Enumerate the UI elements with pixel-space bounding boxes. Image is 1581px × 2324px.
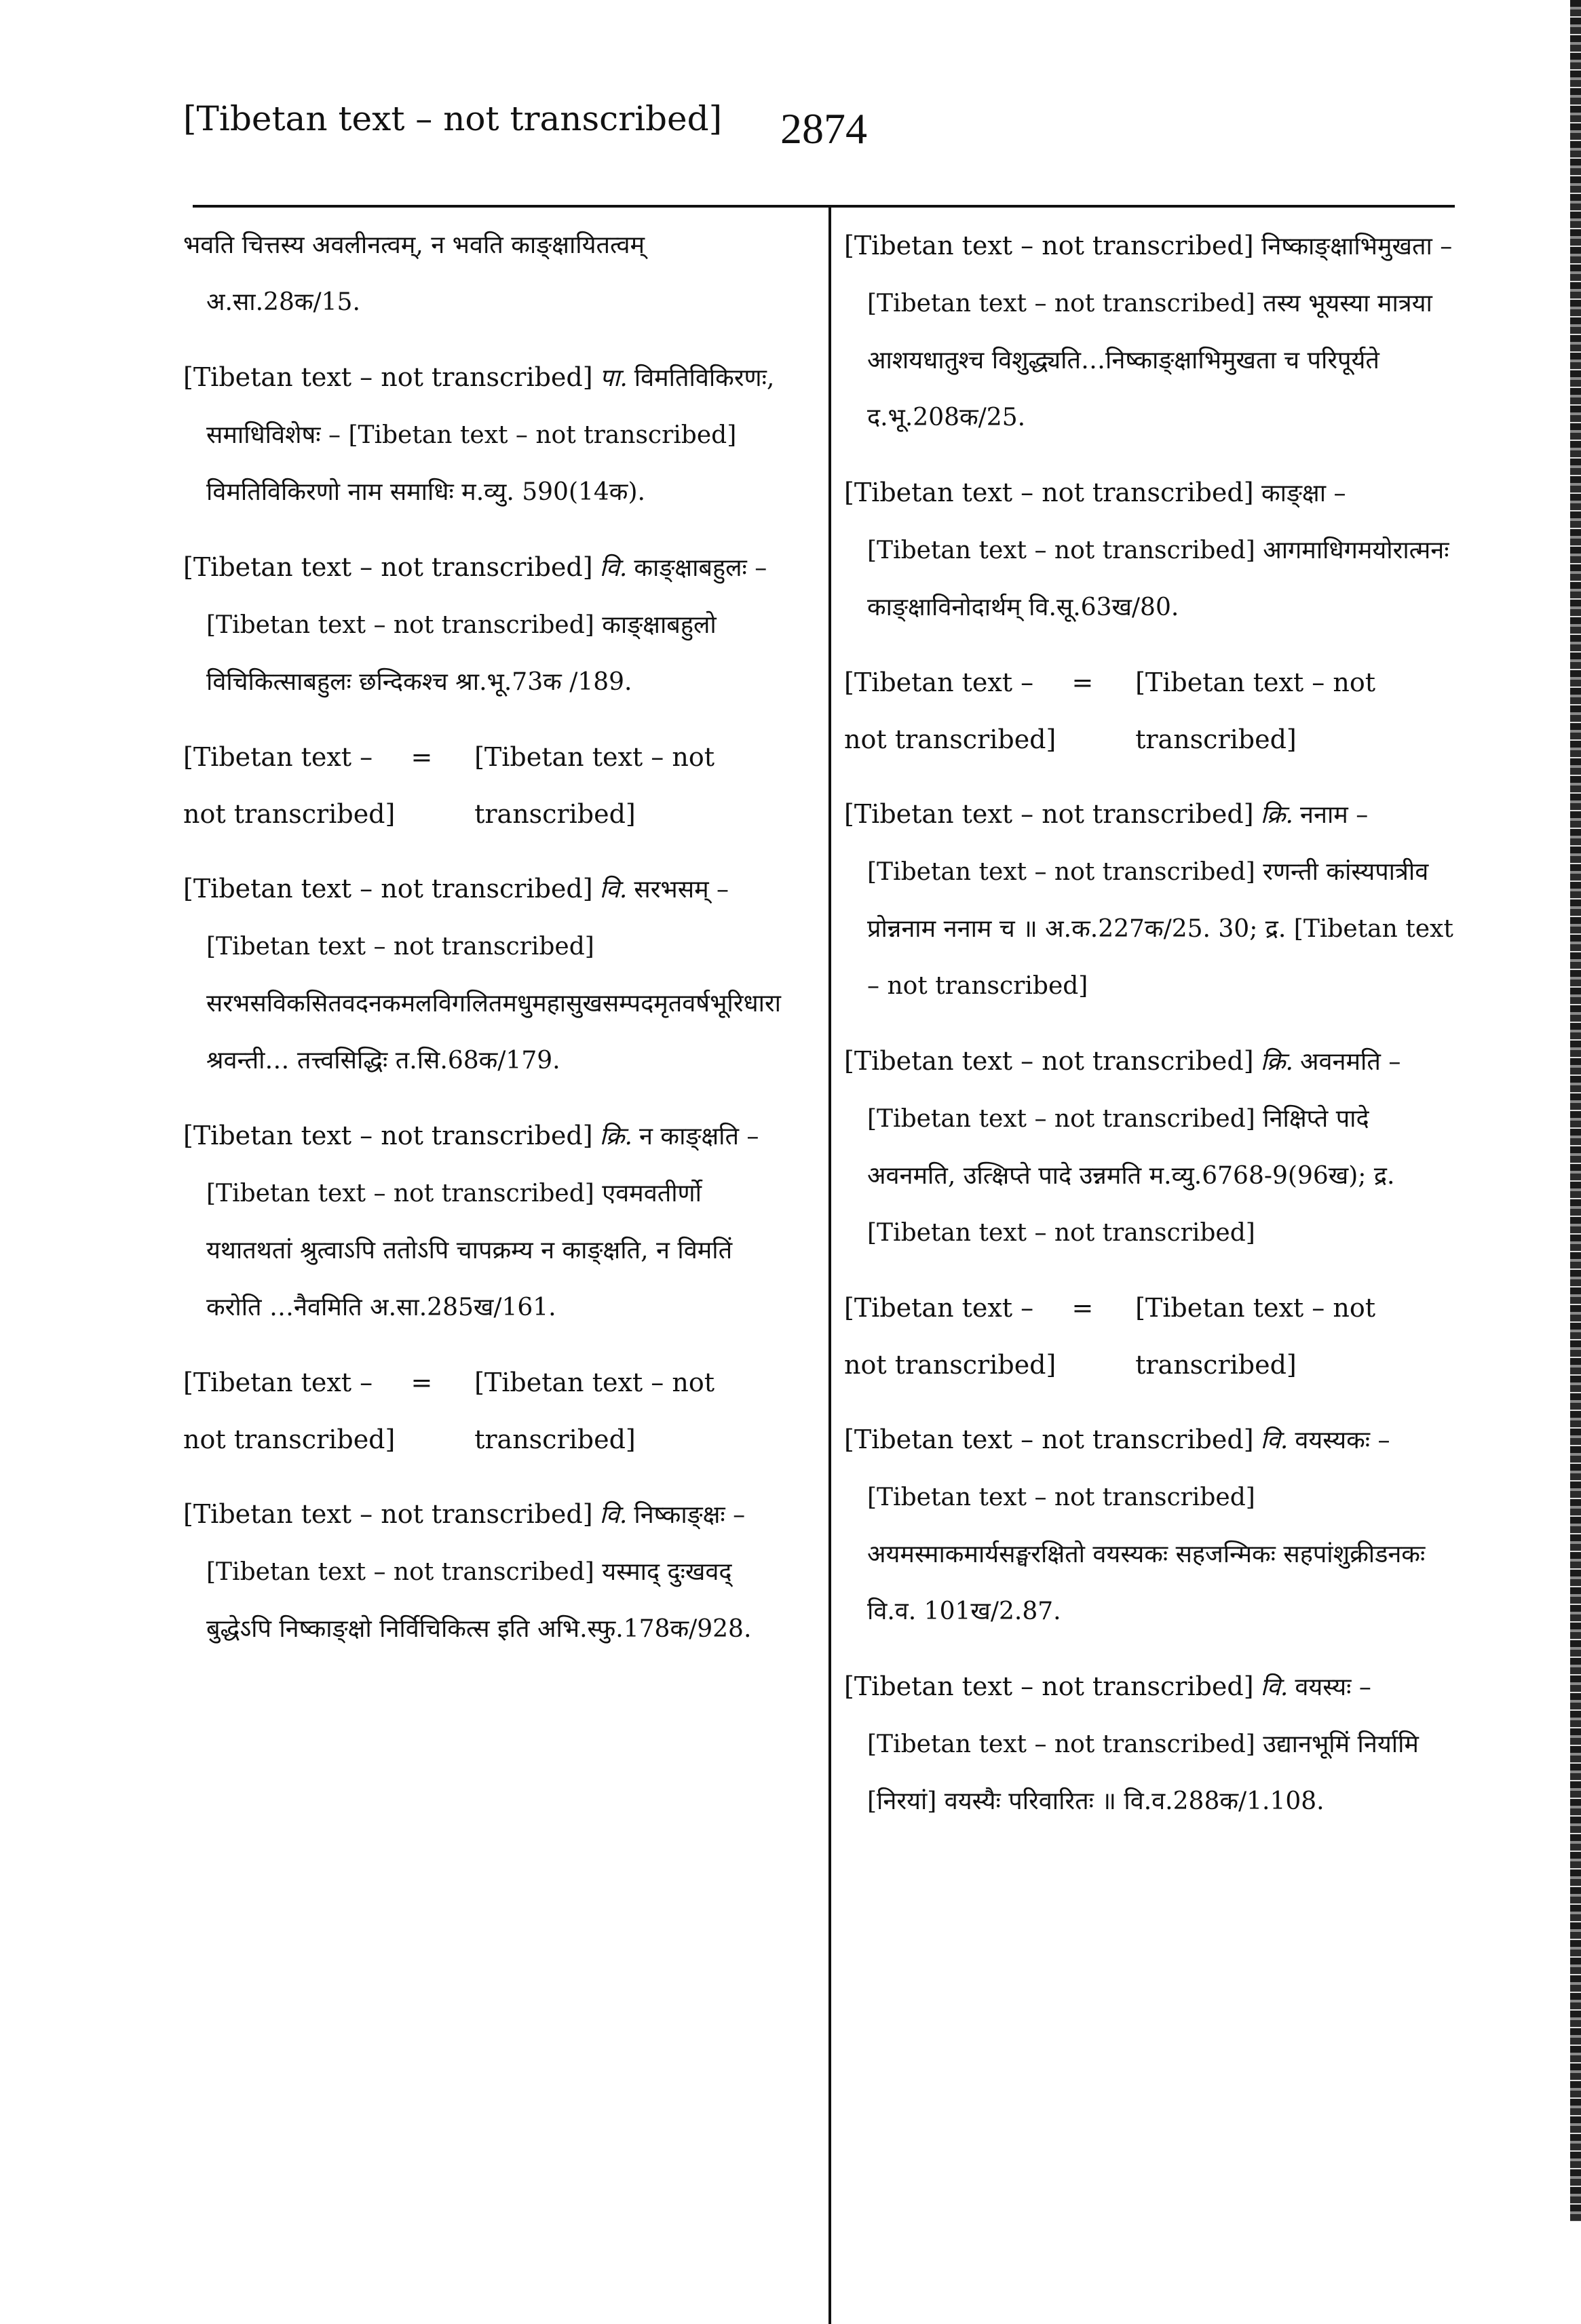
entry-headword: [Tibetan text – not transcribed] [183, 1121, 593, 1150]
headword: [Tibetan text – not transcribed] [183, 1368, 396, 1454]
entry-headword: [Tibetan text – not transcribed] [844, 1671, 1254, 1701]
scan-edge [1570, 0, 1581, 2222]
dictionary-entry [183, 539, 794, 711]
cross-reference [844, 654, 1455, 768]
entry-body: काङ्क्षाबहुलः – [Tibetan text – not transcribed] काङ्क्षाबहुलो विचिकित्साबहुलः छन्दिकश्च श्रा.भू.73क /189. [206, 554, 767, 696]
part-of-speech: वि. [599, 1501, 628, 1529]
equals-sign: = [411, 742, 433, 772]
cross-reference-target[interactable]: [Tibetan text – not transcribed] [474, 1368, 715, 1454]
equals-sign: = [411, 1368, 433, 1397]
entry-body: भवति चित्तस्य अवलीनत्वम्, न भवति काङ्क्षायितत्वम् अ.सा.28क/15. [183, 231, 645, 316]
dictionary-entry [183, 860, 794, 1089]
equals-sign: = [1071, 1293, 1094, 1323]
dictionary-entry [183, 1107, 794, 1336]
running-head: [Tibetan text – not transcribed] [183, 99, 723, 138]
headword: [Tibetan text – not transcribed] [844, 667, 1056, 754]
headword: [Tibetan text – not transcribed] [183, 742, 396, 829]
entry-body: न काङ्क्षति – [Tibetan text – not transcribed] एवमवतीर्णो यथातथतां श्रुत्वाऽपि ततोऽपि चापक्रम्य न काङ्क्षति, न विमतिं करोति …नैवमिति अ.सा.285ख/161. [206, 1123, 759, 1321]
entry-headword: [Tibetan text – not transcribed] [844, 231, 1254, 260]
cross-reference-target[interactable]: [Tibetan text – not transcribed] [474, 742, 715, 829]
part-of-speech: वि. [599, 876, 628, 904]
cross-reference-target[interactable]: [Tibetan text – not transcribed] [1135, 1293, 1375, 1380]
dictionary-entry [844, 1032, 1455, 1262]
dictionary-entry [844, 1658, 1455, 1830]
part-of-speech: क्रि. [599, 1123, 632, 1150]
dictionary-entry [183, 349, 794, 521]
entry-body: वयस्यकः – [Tibetan text – not transcribed] अयमस्माकमार्यसङ्घरक्षितो वयस्यकः सहजन्मिकः सहपांशुक्रीडनकः वि.व. 101ख/2.87. [867, 1427, 1426, 1625]
entry-body: काङ्क्षा – [Tibetan text – not transcribed] आगमाधिगमयोरात्मनः काङ्क्षाविनोदार्थम् वि.सू.63ख/80. [867, 480, 1449, 621]
entry-headword: [Tibetan text – not transcribed] [183, 1499, 593, 1529]
entry-body: सरभसम् – [Tibetan text – not transcribed] सरभसविकसितवदनकमलविगलितमधुमहासुखसम्पदमृतवर्षभूरिधाराश्रवन्ती… तत्त्वसिद्धिः त.सि.68क/179. [206, 876, 781, 1074]
entry-headword: [Tibetan text – not transcribed] [183, 552, 593, 582]
header-rule [193, 205, 1455, 208]
entry-body: अवनमति – [Tibetan text – not transcribed] निक्षिप्ते पादे अवनमति, उत्क्षिप्ते पादे उन्नमति म.व्यु.6768-9(96ख); द्र. [Tibetan text – not transcribed] [867, 1048, 1401, 1247]
dictionary-entry [844, 464, 1455, 636]
entry-headword: [Tibetan text – not transcribed] [183, 874, 593, 904]
dictionary-entry [844, 217, 1455, 446]
left-column [183, 217, 794, 1676]
entry-headword: [Tibetan text – not transcribed] [844, 478, 1254, 507]
entry-body: निष्काङ्क्षः – [Tibetan text – not transcribed] यस्माद् दुःखवद् बुद्धेऽपि निष्काङ्क्षो निर्विचिकित्स इति अभि.स्फु.178क/928. [206, 1501, 752, 1643]
entry-body: विमतिविकिरणः, समाधिविशेषः – [Tibetan text – not transcribed] विमतिविकिरणो नाम समाधिः म.व्यु. 590(14क). [206, 364, 775, 506]
part-of-speech: वि. [1260, 1673, 1289, 1701]
equals-sign: = [1071, 667, 1094, 697]
part-of-speech: पा. [599, 364, 628, 392]
cross-reference [183, 1354, 794, 1468]
cross-reference [844, 1279, 1455, 1393]
part-of-speech: क्रि. [1260, 1048, 1293, 1076]
entry-headword: [Tibetan text – not transcribed] [183, 362, 593, 392]
dictionary-entry [844, 1411, 1455, 1640]
column-divider [828, 208, 831, 2324]
part-of-speech: वि. [599, 554, 628, 582]
page-number: 2874 [780, 104, 867, 153]
entry-body: ननाम – [Tibetan text – not transcribed] रणन्ती कांस्यपात्रीव प्रोन्ननाम ननाम च ॥ अ.क.227क/25. 30; द्र. [Tibetan text – not transcribed] [867, 801, 1453, 1000]
dictionary-entry [183, 217, 794, 331]
cross-reference [183, 729, 794, 843]
part-of-speech: वि. [1260, 1427, 1289, 1454]
entry-headword: [Tibetan text – not transcribed] [844, 1425, 1254, 1454]
right-column [844, 217, 1455, 1848]
entry-headword: [Tibetan text – not transcribed] [844, 799, 1254, 829]
dictionary-entry [183, 1486, 794, 1658]
entry-body: निष्काङ्क्षाभिमुखता – [Tibetan text – not transcribed] तस्य भूयस्या मात्रया आशयधातुश्च विशुद्ध्यति…निष्काङ्क्षाभिमुखता च परिपूर्यते द.भू.208क/25. [867, 233, 1453, 431]
headword: [Tibetan text – not transcribed] [844, 1293, 1056, 1380]
entry-body: वयस्यः – [Tibetan text – not transcribed] उद्यानभूमिं निर्यामि [निरयां] वयस्यैः परिवारितः ॥ वि.व.288क/1.108. [867, 1673, 1419, 1815]
dictionary-entry [844, 786, 1455, 1015]
part-of-speech: क्रि. [1260, 801, 1293, 829]
entry-headword: [Tibetan text – not transcribed] [844, 1046, 1254, 1076]
cross-reference-target[interactable]: [Tibetan text – not transcribed] [1135, 667, 1375, 754]
